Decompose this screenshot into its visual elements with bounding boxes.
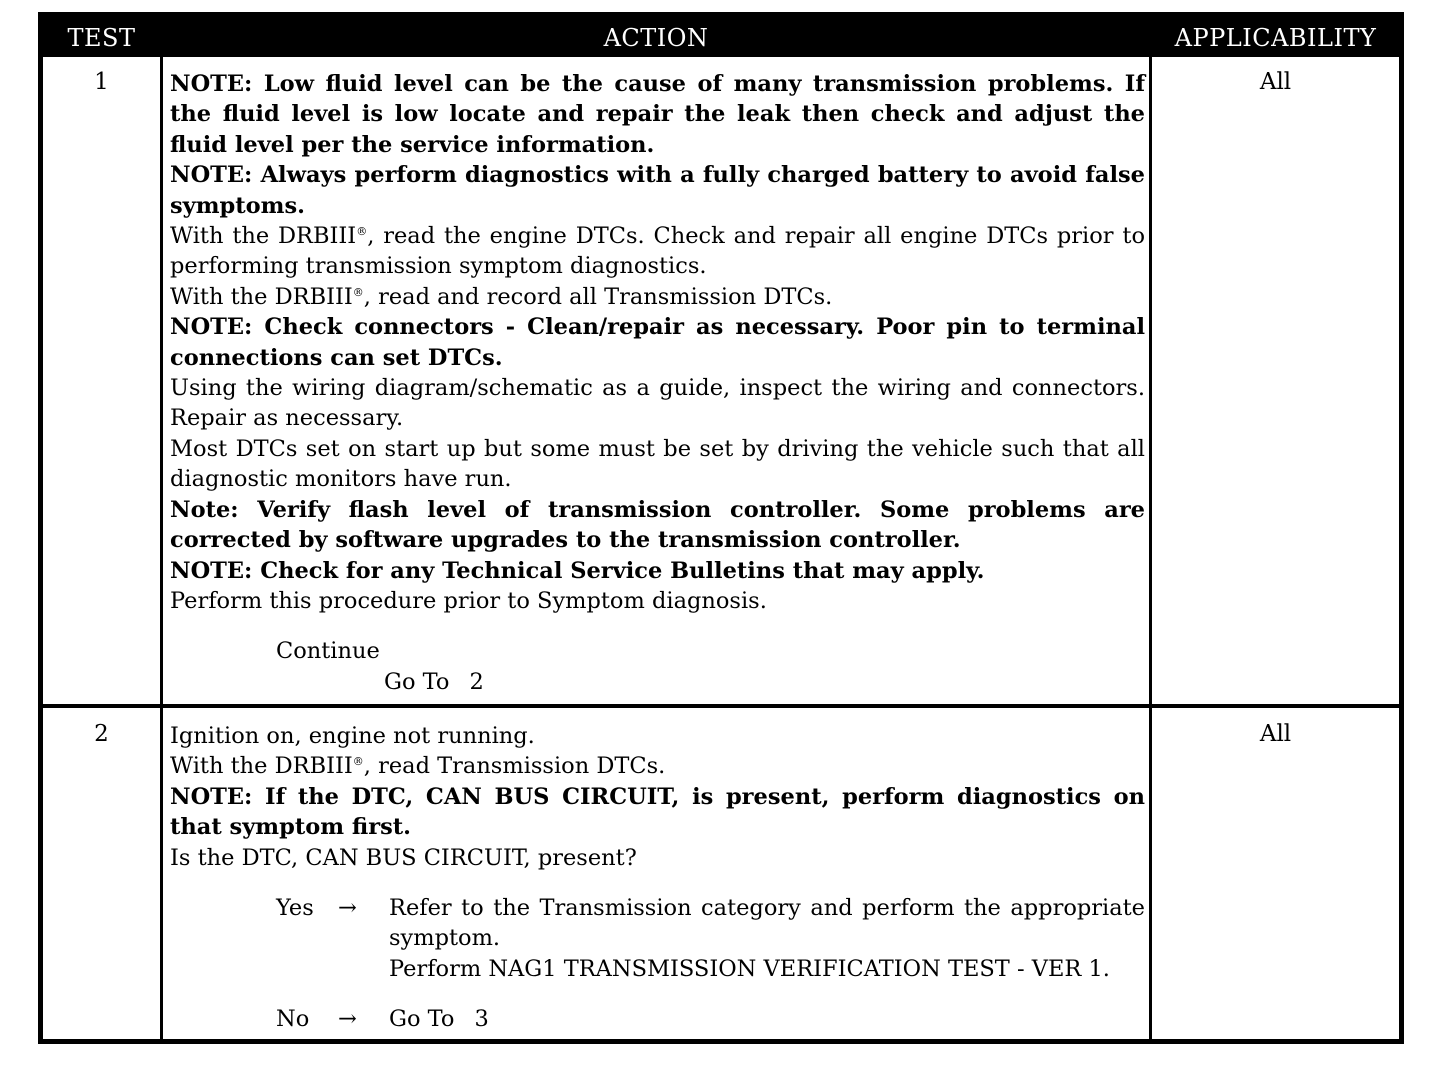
step-read-trans-dtcs [170, 282, 1145, 312]
note-connectors: NOTE: Check connectors - Clean/repair as necessary. Poor pin to terminal connections can set DTCs. [170, 314, 1145, 371]
applicability-1: All [1259, 69, 1292, 95]
yes-result [389, 893, 1145, 984]
test-number-1: 1 [94, 69, 109, 95]
goto-label: Go To [389, 1006, 455, 1033]
goto-target: 2 [469, 668, 484, 695]
yes-result-line-1: Refer to the Transmission category and perform the appropriate symptom. [389, 895, 1145, 952]
drbiii-text: With the DRBIII [170, 753, 353, 780]
row-divider [43, 704, 1399, 708]
table-header [43, 17, 1399, 57]
note-low-fluid: NOTE: Low fluid level can be the cause of many transmission problems. If the fluid level is low locate and repair the leak then check and adjust the fluid level per the service information. [170, 71, 1145, 158]
drbiii-text: With the DRBIII [170, 223, 357, 250]
step-text: , read Transmission DTCs. [363, 753, 666, 780]
registered-mark: ® [352, 755, 364, 769]
step-procedure: Perform this procedure prior to Symptom diagnosis. [170, 587, 767, 614]
column-divider [160, 57, 163, 1044]
goto-link-2[interactable] [384, 667, 1145, 697]
arrow-icon: → [338, 895, 357, 922]
action-cell-2 [170, 721, 1145, 1035]
step-text: , read the engine DTCs. Check and repair all engine DTCs prior to performing transmission symptom diagnostics. [170, 223, 1145, 280]
step-ignition: Ignition on, engine not running. [170, 723, 535, 749]
yes-label: Yes [276, 895, 314, 922]
step-text: , read and record all Transmission DTCs. [363, 283, 833, 310]
step-read-dtcs [170, 751, 1145, 781]
goto-target: 3 [474, 1006, 489, 1033]
test-number-2: 2 [94, 721, 109, 747]
applicability-2: All [1259, 721, 1292, 747]
note-battery: NOTE: Always perform diagnostics with a fully charged battery to avoid false symptoms. [170, 162, 1145, 219]
continue-label: Continue [276, 638, 380, 665]
header-test: TEST [67, 24, 136, 52]
diagnostic-table [38, 12, 1404, 1044]
step-wiring: Using the wiring diagram/schematic as a guide, inspect the wiring and connectors. Repair as necessary. [170, 375, 1145, 432]
drbiii-text: With the DRBIII [170, 283, 353, 310]
action-cell-1 [170, 69, 1145, 697]
yes-result-line-2: Perform NAG1 TRANSMISSION VERIFICATION TEST - VER 1. [389, 955, 1110, 982]
registered-mark: ® [356, 225, 368, 239]
step-driving: Most DTCs set on start up but some must be set by driving the vehicle such that all diagnostic monitors have run. [170, 435, 1145, 493]
note-can-bus: NOTE: If the DTC, CAN BUS CIRCUIT, is present, perform diagnostics on that symptom first. [170, 783, 1145, 841]
arrow-icon: → [338, 1006, 357, 1033]
note-flash-level: Note: Verify flash level of transmission controller. Some problems are corrected by software upgrades to the transmission controller. [170, 496, 1145, 554]
step-read-engine-dtcs [170, 221, 1145, 282]
note-tsb: NOTE: Check for any Technical Service Bulletins that may apply. [170, 557, 985, 584]
registered-mark: ® [352, 285, 364, 299]
continue-choice [170, 636, 1145, 666]
header-applicability: APPLICABILITY [1174, 24, 1377, 52]
header-action: ACTION [603, 24, 709, 52]
column-divider [1149, 57, 1152, 1044]
goto-label: Go To [384, 668, 450, 695]
no-label: No [276, 1006, 310, 1033]
yes-choice [170, 893, 1145, 984]
question-can-bus: Is the DTC, CAN BUS CIRCUIT, present? [170, 844, 637, 871]
no-choice [170, 1004, 1145, 1034]
goto-link-3[interactable] [389, 1004, 1145, 1034]
